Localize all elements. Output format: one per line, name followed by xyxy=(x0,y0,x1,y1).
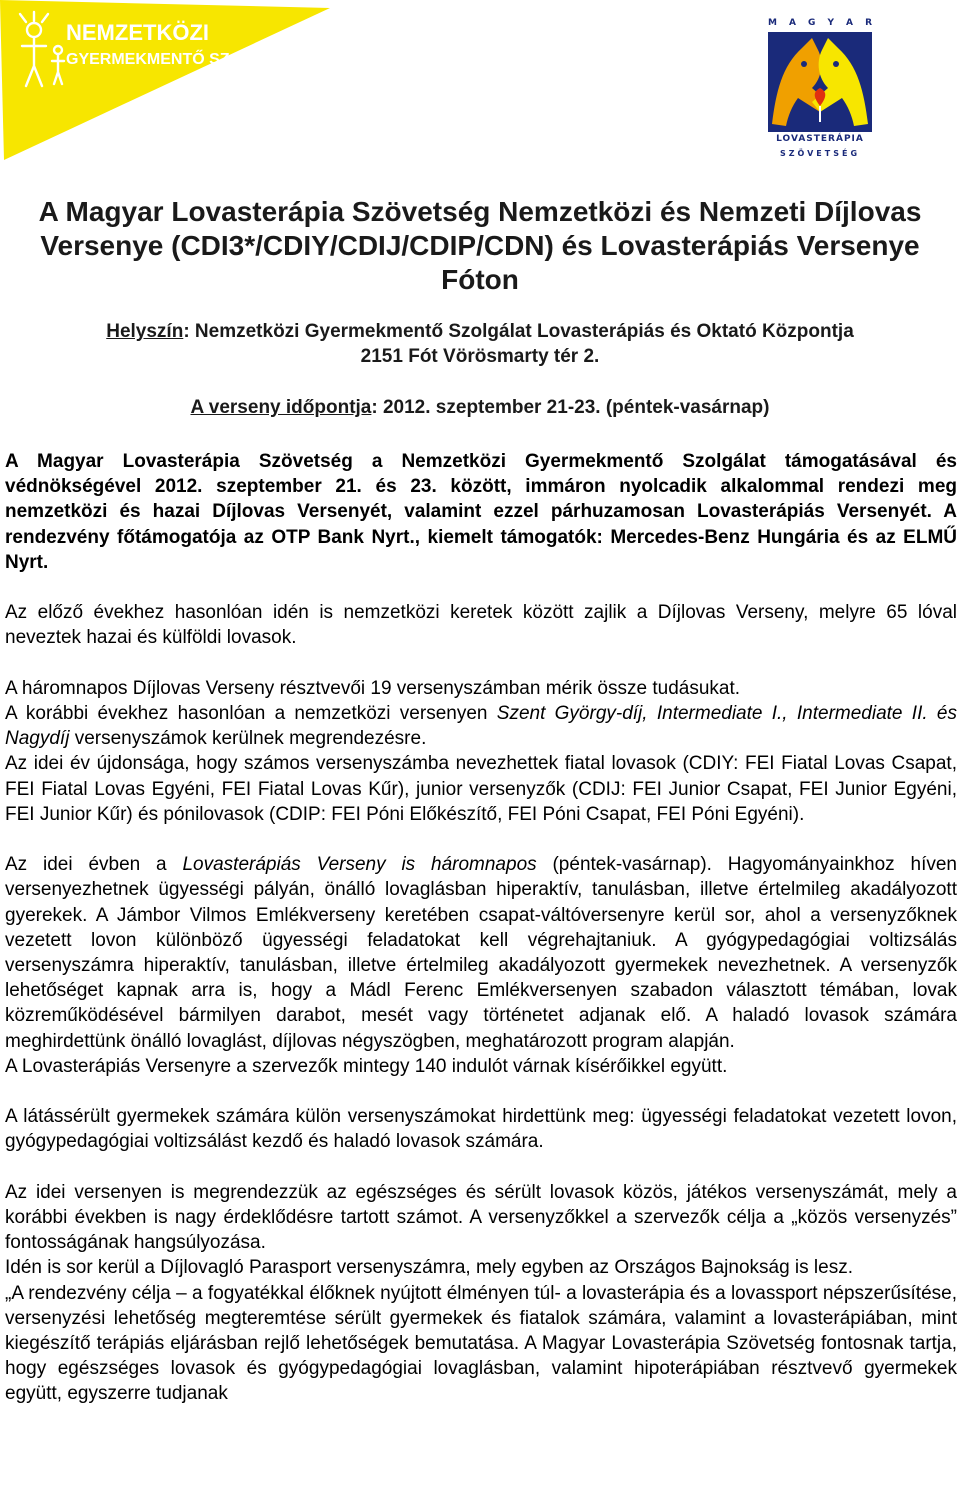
mlsz-logo xyxy=(760,18,880,163)
venue-text: Nemzetközi Gyermekmentő Szolgálat Lovasterápiás és Oktató Központja xyxy=(189,321,854,342)
logo-text-line2: GYERMEKMENTŐ SZOLGÁLAT xyxy=(66,51,306,68)
venue-address: 2151 Fót Vörösmarty tér 2. xyxy=(360,346,600,367)
logo-letters: M A G Y A R xyxy=(768,18,872,28)
date-label: A verseny időpontja xyxy=(190,397,372,418)
title-line-2: Versenye (CDI3*/CDIY/CDIJ/CDIP/CDN) és Lovasterápiás Versenye xyxy=(40,230,920,261)
paragraph-participants: A Lovasterápiás Versenyre a szervezők mintegy 140 indulót várnak kísérőikkel együtt. xyxy=(5,1055,728,1077)
paragraph-events: A korábbi évekhez hasonlóan a nemzetközi versenyen Szent György-díj, Intermediate I., Intermediate II. és Nagydíj versenyszámok kerülnek megrendezésre. xyxy=(5,703,957,750)
paragraph-joint-event: Az idei versenyen is megrendezzük az egészséges és sérült lovasok közös, játékos versenyszámát, mely a korábbi években is nagy érdeklődésre tartott számot. A versenyzőkkel a szervezők célja a „közös versenyzés” fontosságának hangsúlyozása. xyxy=(5,1181,957,1254)
paragraph-news: Az idei év újdonsága, hogy számos versenyszámba nevezhettek fiatal lovasok (CDIY: FEI Fiatal Lovas Csapat, FEI Fiatal Lovas Egyéni, FEI Fiatal Lovas Kűr), junior versenyzők (CDIJ: FEI Junior Csapat, FEI Junior Egyéni, FEI Junior Kűr) és pónilovasok (CDIP: FEI Póni Előkészítő, FEI Póni Csapat, FEI Póni Egyéni). xyxy=(5,753,957,825)
venue-line: Helyszín: Nemzetközi Gyermekmentő Szolgálat Lovasterápiás és Oktató Központja xyxy=(106,321,854,342)
date-text: 2012. szeptember 21-23. (péntek-vasárnap) xyxy=(377,397,770,418)
logo-text-line1: NEMZETKÖZI xyxy=(66,20,209,45)
document-body xyxy=(5,449,957,1407)
paragraph-therapy-competition: Az idei évben a Lovasterápiás Verseny is háromnapos (péntek-vasárnap). Hagyományainkhoz híven versenyezhetnek ügyességi pályán, önálló lovaglásban hiperaktív, tanulásban, illetve értelmileg akadályozott gyerekek. A Jámbor Vilmos Emlékverseny keretében csapat-váltóversenyre kerül sor, ahol a versenyzőknek vezetett lovon különböző ügyességi feladatokat kell végrehajtaniuk. A gyógypedagógiai voltizsálás versenyszámra hiperaktív, tanulásban, illetve értelmileg akadályozott gyermekek nevezhetnek. A versenyzők lehetőséget kapnak arra is, hogy a Mádl Ferenc Emlékversenyen szabadon választott témában, lovak közreműködésével bármilyen darabot, mesét vagy történetet adjanak elő. A haladó lovasok számára meghirdettünk önálló lovaglást, díjlovas négyszögben, meghatározott program alapján. xyxy=(5,854,957,1052)
logo-text-lovasterapia: LOVASTERÁPIA xyxy=(776,134,864,144)
logo-text-szovetseg: SZÖVETSÉG xyxy=(779,149,861,158)
paragraph-entries: Az előző évekhez hasonlóan idén is nemzetközi keretek között zajlik a Díjlovas Verseny, melyre 65 lóval neveztek hazai és külföldi lovasok. xyxy=(5,602,957,649)
paragraph-days: A háromnapos Díjlovas Verseny résztvevői 19 versenyszámban mérik össze tudásukat. xyxy=(5,677,741,699)
paragraph-goal-quote: „A rendezvény célja – a fogyatékkal élőknek nyújtott élményen túl- a lovasterápia és a lovassport népszerűsítése, versenyzési lehetőség megteremtése sérült gyermekek és fiatalok számára, valamint a lovasterápiában, mint kiegészítő terápiás eljárásban rejlő lehetőségek bemutatása. A Magyar Lovasterápia Szövetség fontosnak tartja, hogy egészséges lovasok és gyógypedagógiai lovaglásban, valamint hipoterápiában résztvevő gyermekek együtt, egyszerre tudjanak xyxy=(5,1282,957,1405)
horse-heads-icon xyxy=(768,32,872,132)
document-title xyxy=(0,195,960,297)
title-line-1: A Magyar Lovasterápia Szövetség Nemzetközi és Nemzeti Díjlovas xyxy=(38,196,922,227)
paragraph-visually-impaired: A látássérült gyermekek számára külön versenyszámokat hirdettünk meg: ügyességi feladatokat vezetett lovon, gyógypedagógiai voltizsálást kezdő és haladó lovasok számára. xyxy=(5,1106,957,1153)
title-line-3: Fóton xyxy=(441,264,519,295)
intro-paragraph: A Magyar Lovasterápia Szövetség a Nemzetközi Gyermekmentő Szolgálat támogatásával és védnökségével 2012. szeptember 21. és 23. között, immáron nyolcadik alkalommal rendezi meg nemzetközi és hazai Díjlovas Versenyét, valamint ezzel párhuzamosan Lovasterápiás Versenyét. A rendezvény főtámogatója az OTP Bank Nyrt., kiemelt támogatók: Mercedes-Benz Hungária és az ELMŰ Nyrt. xyxy=(5,451,957,573)
date-line: A verseny időpontja: 2012. szeptember 21-23. (péntek-vasárnap) xyxy=(190,397,770,418)
venue-label: Helyszín xyxy=(106,321,184,342)
ngysz-logo xyxy=(0,0,340,165)
paragraph-parasport: Idén is sor kerül a Díjlovagló Parasport versenyszámra, mely egyben az Országos Bajnokság is lesz. xyxy=(5,1257,853,1279)
